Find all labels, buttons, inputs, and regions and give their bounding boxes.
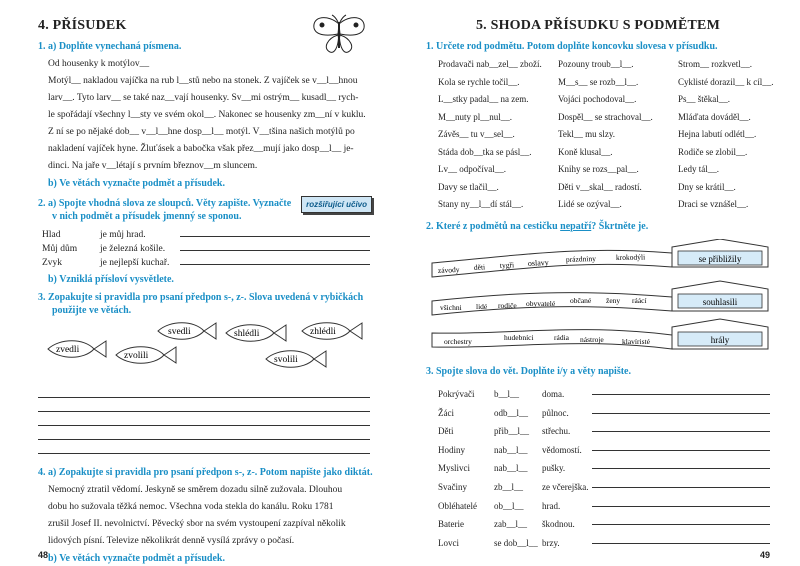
band-word[interactable]: prázdniny xyxy=(565,253,597,264)
band-word[interactable]: nástroje xyxy=(580,334,604,344)
fish-shape xyxy=(264,348,328,370)
subject: Svačiny xyxy=(438,482,467,493)
subject: Žáci xyxy=(438,407,454,418)
band-word[interactable]: oslavy xyxy=(527,257,549,268)
col-a: Zvyk xyxy=(42,258,63,268)
band-word[interactable]: závody xyxy=(437,264,460,275)
band-word[interactable]: rádia xyxy=(554,332,569,342)
extended-curriculum-badge: rozšiřující učivo xyxy=(301,196,372,213)
text-line: Z ní se po nějaké dob__ v__l__hne dosp__l__ motýl. V__tšina našich motýlů po xyxy=(48,127,355,137)
page-number: 48 xyxy=(38,550,49,560)
task2-heading xyxy=(426,220,770,233)
band-word[interactable]: lidé xyxy=(476,301,488,311)
object: škodnou. xyxy=(542,519,575,530)
text-line: dobu ho sužovala těžká nemoc. Všechna voda stekla do kanálu. Roku 1781 xyxy=(48,502,334,512)
task4-text xyxy=(38,482,386,550)
task2-heading-suffix: ? Škrtněte je. xyxy=(591,220,649,232)
sentence: Tekl__ mu slzy. xyxy=(558,129,616,139)
answer-line[interactable] xyxy=(38,384,370,398)
band-word[interactable]: orchestry xyxy=(444,336,472,346)
sentence: Knihy se rozs__pal__. xyxy=(558,164,639,174)
sentence-row xyxy=(438,473,770,492)
answer-line[interactable] xyxy=(592,468,770,469)
sentence: Vojáci pochodoval__. xyxy=(558,94,637,104)
sentence: Dny se krátil__. xyxy=(678,181,736,192)
fish-word: zvedli xyxy=(56,345,80,355)
fish-word: shlédli xyxy=(234,329,260,339)
right-page xyxy=(400,0,800,566)
task2-heading-prefix: 2. Které z podmětů na cestičku xyxy=(426,220,561,232)
task2-columns xyxy=(38,226,386,268)
sentence: Závěs__ tu v__sel__. xyxy=(438,129,515,139)
subject: Hodiny xyxy=(438,444,465,455)
object: doma. xyxy=(542,389,565,400)
sentence: Davy se tlačil__. xyxy=(438,181,499,192)
fish-shape xyxy=(300,320,364,342)
verb: zab__l__ xyxy=(494,519,527,530)
house-icon xyxy=(672,239,768,267)
band-word[interactable]: děti xyxy=(473,261,486,272)
col-b: je železná košile. xyxy=(100,244,166,254)
sentence: Strom__ rozkvetl__. xyxy=(678,59,752,69)
subject: Baterie xyxy=(438,519,464,530)
band-word[interactable]: hudebníci xyxy=(504,332,534,342)
fish-word: zhlédli xyxy=(310,327,336,337)
sentence-row xyxy=(438,455,770,474)
text-line: le spořádají všechny l__sty ve svém okol__. Nakonec se housenky zm__ní v kuklu. xyxy=(48,110,366,120)
answer-line[interactable] xyxy=(180,250,370,251)
path-bands xyxy=(426,239,770,361)
answer-line[interactable] xyxy=(38,426,370,440)
answer-line[interactable] xyxy=(592,524,770,525)
sentence: Hejna labutí odlétl__. xyxy=(678,129,757,139)
sentence: Lv__ odpočíval__. xyxy=(438,164,506,174)
subject: Pokrývači xyxy=(438,389,475,400)
band-word[interactable]: ráácí xyxy=(632,295,647,305)
fish-shape xyxy=(46,338,108,360)
task4-heading: 4. a) Zopakujte si pravidla pro psaní předpon s-, z-. Potom napište jako diktát. xyxy=(38,467,373,478)
butterfly-icon xyxy=(308,14,370,58)
verb: přib__l__ xyxy=(494,426,529,437)
answer-line[interactable] xyxy=(180,236,370,237)
text-line: zrušil Josef II. nevolnictví. Pěvecký sbor na svém vystoupení zazpíval několik xyxy=(48,519,346,529)
answer-line[interactable] xyxy=(592,394,770,395)
house-icon xyxy=(672,319,768,349)
subject: Myslivci xyxy=(438,463,471,474)
text-line: Motýl__ nakladou vajíčka na rub l__stů nebo na stonek. Z vajíček se v__l__hnou xyxy=(48,76,358,86)
fish-shape xyxy=(114,344,178,366)
sentence: Draci se vznášel__. xyxy=(678,199,749,209)
task3-heading: 3. Spojte slova do vět. Doplňte i/y a věty napište. xyxy=(426,365,631,377)
object: střechu. xyxy=(542,426,571,437)
text-line: Nemocný ztratil vědomí. Jeskyně se směrem dozadu silně zužovala. Dlouhou xyxy=(48,485,343,495)
band-word[interactable]: tygři xyxy=(499,259,515,270)
subject: Obléhatelé xyxy=(438,500,477,511)
col-a: Můj dům xyxy=(42,244,78,254)
verb: nab__l__ xyxy=(494,444,528,455)
text-line: lidových písní. Televize několikrát denně vysílá zprávy o počasí. xyxy=(48,536,295,546)
band-word[interactable]: všichni xyxy=(440,302,462,312)
page-title: 4. PŘÍSUDEK xyxy=(38,18,127,33)
task1-sentences xyxy=(438,56,774,214)
answer-line[interactable] xyxy=(38,412,370,426)
answer-line[interactable] xyxy=(592,506,770,507)
sentence: Stany ny__l__dí stál__. xyxy=(438,199,524,209)
sentence: Děti v__skal__ radostí. xyxy=(558,181,642,192)
answer-line[interactable] xyxy=(592,487,770,488)
sentence: Cyklisté dorazil__ k cíl__. xyxy=(678,76,774,87)
sentence: Kola se rychle točil__. xyxy=(438,76,520,87)
page-number: 49 xyxy=(759,550,770,560)
col-b: je můj hrad. xyxy=(100,230,146,240)
house-label: se přibližily xyxy=(698,253,742,264)
task1-text xyxy=(38,56,386,175)
sentence: M__nuty pl__nul__. xyxy=(438,111,513,122)
sentence: Ps__ štěkal__. xyxy=(678,94,731,104)
sentence: Pozouny troub__l__. xyxy=(558,59,634,69)
fish-word: svolili xyxy=(274,355,298,365)
sentence: Stáda dob__tka se pásl__. xyxy=(438,146,532,157)
band-word[interactable]: obyvatelé xyxy=(526,298,556,308)
col-b: je nejlepší kuchař. xyxy=(100,258,170,268)
house-label: hrály xyxy=(710,334,730,345)
text-line: larv__. Tyto larv__ se také naz__vají housenky. Sv__mi ostrým__ kusadl__ rych- xyxy=(48,93,359,103)
sentence: Mláďata dováděl__. xyxy=(678,111,751,122)
sentence-row xyxy=(438,436,770,455)
task3-rows xyxy=(426,381,770,548)
band-word[interactable]: ženy xyxy=(606,295,621,305)
sentence-row xyxy=(438,511,770,530)
task2-heading-line2: v nich podmět a přísudek jmenný se sponou. xyxy=(52,211,242,222)
task2-heading-underlined: nepatří xyxy=(560,220,592,232)
task1-sub-b: b) Ve větách vyznačte podmět a přísudek. xyxy=(48,178,225,189)
sentence: Dospěl__ se strachoval__. xyxy=(558,111,653,122)
answer-line[interactable] xyxy=(38,398,370,412)
object: hrad. xyxy=(542,500,561,511)
house-label: souhlasili xyxy=(702,296,738,307)
verb: b__l__ xyxy=(494,389,520,400)
object: ze včerejška. xyxy=(542,482,589,493)
text-line: dinci. Na jaře v__létají s prvním březnov__m sluncem. xyxy=(48,161,258,171)
verb: se dob__l__ xyxy=(494,537,538,548)
pair-row xyxy=(42,240,386,254)
text-line: Od housenky k motýlov__ xyxy=(48,59,150,69)
answer-line[interactable] xyxy=(592,450,770,451)
sentence: Ledy tál__. xyxy=(678,164,719,174)
sentence-row xyxy=(438,381,770,400)
task4-sub-b: b) Ve větách vyznačte podmět a přísudek. xyxy=(48,553,225,564)
pair-row xyxy=(42,254,386,268)
task2-heading-line1: 2. a) Spojte vhodná slova ze sloupců. Věty zapište. Vyznačte xyxy=(38,198,292,209)
text-line: nakladení vajíček hyne. Žluťásek a babočka však přez__mují jako dosp__l__ je- xyxy=(48,144,354,154)
band-word[interactable]: klavíristé xyxy=(622,336,650,346)
answer-line[interactable] xyxy=(592,431,770,432)
fish-words xyxy=(38,320,386,380)
fish-word: zvolili xyxy=(124,351,149,361)
subject: Lovci xyxy=(438,537,459,548)
sentence-row xyxy=(438,492,770,511)
verb: odb__l__ xyxy=(494,407,529,418)
verb: ob__l__ xyxy=(494,500,524,511)
sentence: Rodiče se zlobil__. xyxy=(678,146,748,157)
task3-answer-lines xyxy=(38,384,370,454)
sentence-row xyxy=(438,418,770,437)
object: půlnoc. xyxy=(542,407,569,418)
answer-line[interactable] xyxy=(592,543,770,544)
fish-shape xyxy=(224,322,288,344)
sentence: L__stky padal__ na zem. xyxy=(438,94,529,104)
verb: zb__l__ xyxy=(494,482,523,493)
pair-row xyxy=(42,226,386,240)
col-a: Hlad xyxy=(42,230,61,240)
band-word[interactable]: rodiče xyxy=(498,300,517,310)
fish-word: svedli xyxy=(168,327,191,337)
subject: Děti xyxy=(438,426,454,437)
house-icon xyxy=(672,281,768,311)
sentence-row xyxy=(438,399,770,418)
sentence: Koně klusal__. xyxy=(558,146,613,157)
answer-line[interactable] xyxy=(38,440,370,454)
task3-heading xyxy=(38,291,386,317)
object: vědomostí. xyxy=(542,444,582,455)
object: pušky. xyxy=(542,463,566,474)
task1-heading: 1. a) Doplňte vynechaná písmena. xyxy=(38,41,182,52)
page-title: 5. SHODA PŘÍSUDKU S PODMĚTEM xyxy=(475,18,720,33)
task2-heading xyxy=(38,197,386,223)
fish-shape xyxy=(156,320,218,342)
sentence: M__s__ se rozb__l__. xyxy=(558,76,639,87)
object: brzy. xyxy=(542,537,560,548)
task3-heading-line2: použijte ve větách. xyxy=(52,305,132,316)
sentence: Prodavači nab__zel__ zboží. xyxy=(438,59,542,69)
verb: nab__l__ xyxy=(494,463,528,474)
sentence-row xyxy=(438,529,770,548)
task1-heading: 1. Určete rod podmětu. Potom doplňte koncovku slovesa v přísudku. xyxy=(426,41,718,52)
band-word[interactable]: krokodýli xyxy=(615,251,646,262)
band-word[interactable]: občané xyxy=(570,295,592,305)
path-bands-svg xyxy=(426,239,770,361)
answer-line[interactable] xyxy=(592,413,770,414)
task2-sub-b: b) Vzniklá přísloví vysvětlete. xyxy=(48,274,174,285)
sentence: Lidé se ozýval__. xyxy=(558,199,622,209)
answer-line[interactable] xyxy=(180,264,370,265)
task3-heading-line1: 3. Zopakujte si pravidla pro psaní předpon s-, z-. Slova uvedená v rybičkách xyxy=(38,292,364,303)
